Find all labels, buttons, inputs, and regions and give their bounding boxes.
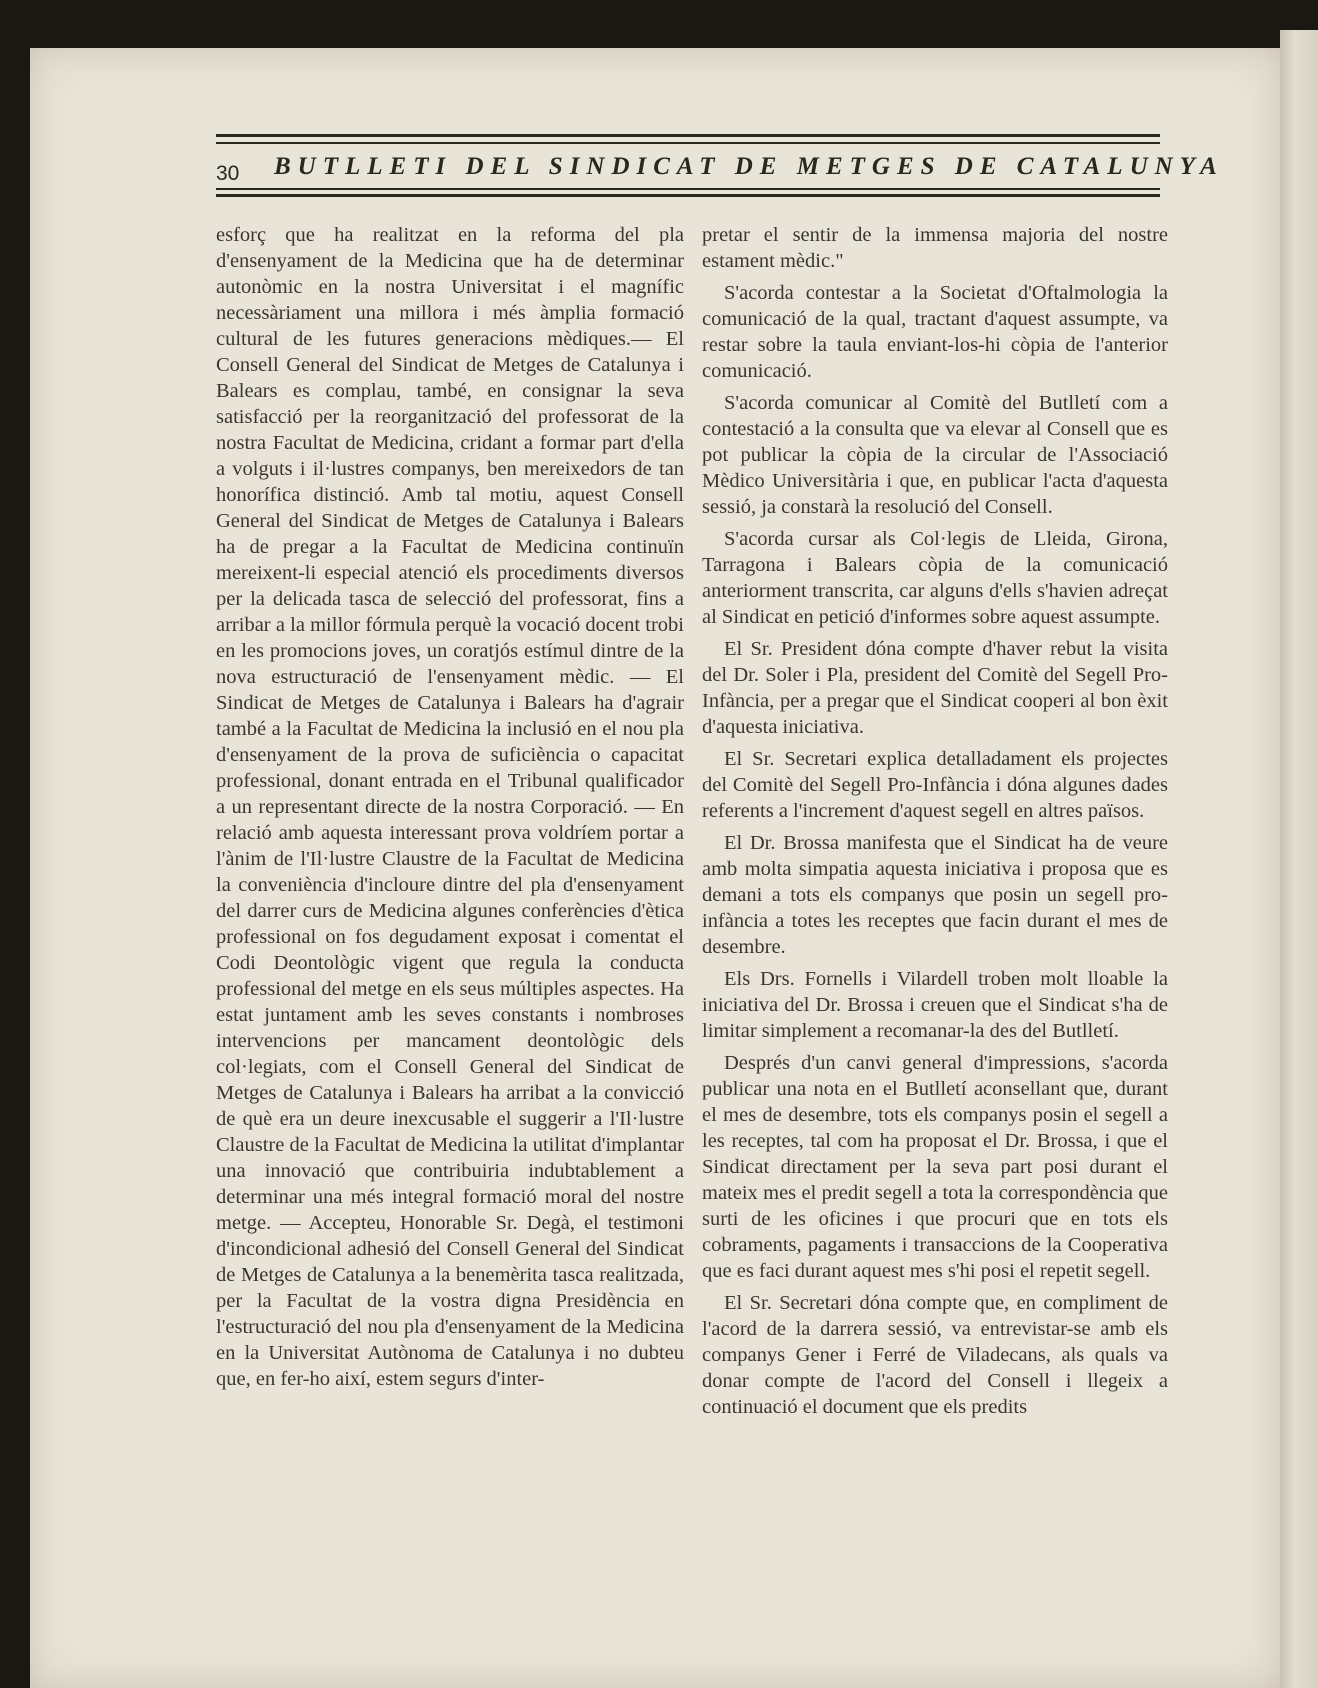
next-page-edge <box>1280 30 1318 1688</box>
paragraph: Després d'un canvi general d'impressions, s'acorda publicar una nota en el Butlletí aconsellant que, durant el mes de desembre, tots els companys posin el segell a les receptes, tal com ha proposat el Dr. Brossa, i que el Sindicat directament per la seva part posi durant el mateix mes el predit segell a tota la correspondència que surti de les oficines i que procuri que en tots els cobraments, pagaments i transaccions de la Cooperativa que es faci durant aquest mes s'hi posi el repetit segell. <box>702 1052 1168 1282</box>
running-title: BUTLLETI DEL SINDICAT DE METGES DE CATALUNYA <box>274 153 1224 180</box>
paragraph: El Sr. President dóna compte d'haver rebut la visita del Dr. Soler i Pla, president del Comitè del Segell Pro-Infància, per a pregar que el Sindicat cooperi al bon èxit d'aquesta iniciativa. <box>702 638 1168 738</box>
paragraph: pretar el sentir de la immensa majoria del nostre estament mèdic." <box>702 224 1168 272</box>
paragraph: El Sr. Secretari dóna compte que, en compliment de l'acord de la darrera sessió, va entrevistar-se amb els companys Gener i Ferré de Viladecans, als quals va donar compte de l'acord del Consell i llegeix a continuació el document que els predits <box>702 1292 1168 1418</box>
paragraph: S'acorda comunicar al Comitè del Butlletí com a contestació a la consulta que va elevar al Consell que es pot publicar la còpia de la circular de l'Associació Mèdico Universitària i que, en publicar l'acta d'aquesta sessió, ja constarà la resolució del Consell. <box>702 392 1168 518</box>
left-column <box>216 222 684 1522</box>
paragraph: El Sr. Secretari explica detalladament els projectes del Comitè del Segell Pro-Infància i dóna algunes dades referents a l'increment d'aquest segell en altres països. <box>702 748 1168 822</box>
paragraph: esforç que ha realitzat en la reforma del pla d'ensenyament de la Medicina que ha de determinar autonòmic en la nostra Universitat i el magnífic necessàriament una millora i més àmplia formació cultural de les futures generacions mèdiques.— El Consell General del Sindicat de Metges de Catalunya i Balears es complau, també, en consignar la seva satisfacció per la reorganització del professorat de la nostra Facultat de Medicina, cridant a formar part d'ella a volguts i il·lustres companys, ben mereixedors de tan honorífica distinció. Amb tal motiu, aquest Consell General del Sindicat de Metges de Catalunya i Balears ha de pregar a la Facultat de Medicina continuïn mereixent-li especial atenció els procediments diversos per la delicada tasca de selecció del professorat, fins a arribar a la millor fórmula perquè la vocació docent trobi en les promocions joves, un coratjós estímul dintre de la nova estructuració de l'ensenyament mèdic. — El Sindicat de Metges de Catalunya i Balears ha d'agrair també a la Facultat de Medicina la inclusió en el nou pla d'ensenyament de la prova de suficiència o capacitat professional, donant entrada en el Tribunal qualificador a un representant directe de la nostra Corporació. — En relació amb aquesta interessant prova voldríem portar a l'ànim de l'Il·lustre Claustre de la Facultat de Medicina la conveniència d'incloure dintre del pla d'ensenyament del darrer curs de Medicina algunes conferències d'ètica professional on fos degudament exposat i comentat el Codi Deontològic vigent que regula la conducta professional del metge en els seus múltiples aspectes. Ha estat juntament amb les seves constants i nombroses intervencions per mancament deontològic dels col·legiats, com el Consell General del Sindicat de Metges de Catalunya i Balears ha arribat a la convicció de què era un deure inexcusable el suggerir a l'Il·lustre Claustre de la Facultat de Medicina la utilitat d'implantar una innovació que contribuiria indubtablement a determinar una més integral formació moral del nostre metge. — Accepteu, Honorable Sr. Degà, el testimoni d'incondicional adhesió del Consell General del Sindicat de Metges de Catalunya a la benemèrita tasca realitzada, per la Facultat de la vostra digna Presidència en l'estructuració del nou pla d'ensenyament de la Medicina en la Universitat Autònoma de Catalunya i no dubteu que, en fer-ho així, estem segurs d'inter- <box>216 224 684 1390</box>
paragraph: S'acorda cursar als Col·legis de Lleida, Girona, Tarragona i Balears còpia de la comunicació anteriorment transcrita, car alguns d'ells s'havien adreçat al Sindicat en petició d'informes sobre aquest assumpte. <box>702 528 1168 628</box>
paragraph: S'acorda contestar a la Societat d'Oftalmologia la comunicació de la qual, tractant d'aquest assumpte, va restar sobre la taula enviant-los-hi còpia de l'anterior comunicació. <box>702 282 1168 382</box>
page-number: 30 <box>216 162 240 185</box>
right-column <box>702 222 1168 1522</box>
header-rule-top-thin <box>216 142 1160 144</box>
running-header <box>216 132 1224 202</box>
paragraph: El Dr. Brossa manifesta que el Sindicat ha de veure amb molta simpatia aquesta iniciativa i proposa que es demani a tots els companys que posin un segell pro-infància a totes les receptes que facin durant el mes de desembre. <box>702 832 1168 958</box>
header-rule-bottom-thin <box>216 188 1160 190</box>
paragraph: Els Drs. Fornells i Vilardell troben molt lloable la iniciativa del Dr. Brossa i creuen que el Sindicat s'ha de limitar simplement a recomanar-la des del Butlletí. <box>702 968 1168 1042</box>
header-rule-top-thick <box>216 134 1160 137</box>
header-rule-bottom-thick <box>216 194 1160 197</box>
